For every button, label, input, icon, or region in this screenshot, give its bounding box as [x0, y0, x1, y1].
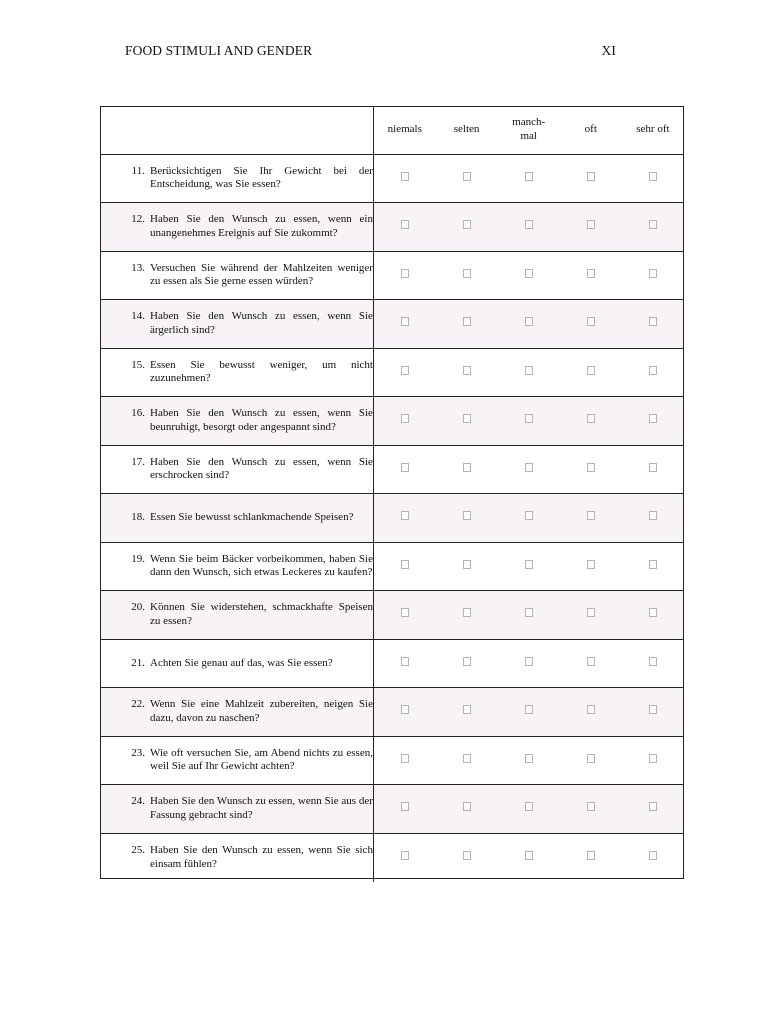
checkbox-sehr-oft[interactable]: [649, 366, 657, 375]
option-cell-selten: [436, 591, 498, 640]
checkbox-manchmal[interactable]: [525, 802, 533, 811]
option-cell-niemals: [373, 494, 435, 543]
table-row: [100, 494, 684, 543]
question-item: [100, 698, 373, 725]
checkbox-niemals[interactable]: [401, 463, 409, 472]
checkbox-oft[interactable]: [587, 754, 595, 763]
question-cell: [100, 445, 373, 494]
option-cell-niemals: [373, 542, 435, 591]
option-cell-niemals: [373, 591, 435, 640]
question-cell: [100, 494, 373, 543]
option-cell-sehr-oft: [622, 445, 684, 494]
option-cell-niemals: [373, 833, 435, 882]
checkbox-sehr-oft[interactable]: [649, 802, 657, 811]
checkbox-selten[interactable]: [463, 802, 471, 811]
option-cell-selten: [436, 445, 498, 494]
question-number: 21.: [131, 656, 145, 669]
checkbox-oft[interactable]: [587, 511, 595, 520]
checkbox-sehr-oft[interactable]: [649, 317, 657, 326]
option-header-selten: selten: [436, 106, 498, 154]
option-cell-oft: [560, 203, 622, 252]
question-item: [100, 310, 373, 337]
question-number: 16.: [131, 407, 145, 420]
checkbox-selten[interactable]: [463, 560, 471, 569]
option-cell-manchmal: [498, 251, 560, 300]
table-row: [100, 300, 684, 349]
checkbox-oft[interactable]: [587, 463, 595, 472]
option-cell-selten: [436, 688, 498, 737]
question-text: Wenn Sie beim Bäcker vorbeikommen, haben Sie dann den Wunsch, sich etwas Leckeres zu kaufen?: [150, 552, 373, 579]
option-cell-niemals: [373, 639, 435, 688]
option-cell-manchmal: [498, 688, 560, 737]
question-item: [100, 747, 373, 774]
checkbox-niemals[interactable]: [401, 560, 409, 569]
table-row: [100, 639, 684, 688]
question-number: 17.: [131, 455, 145, 468]
checkbox-selten[interactable]: [463, 754, 471, 763]
checkbox-selten[interactable]: [463, 511, 471, 520]
question-cell: [100, 251, 373, 300]
option-header-manchmal-label: manch- mal: [512, 116, 546, 142]
option-header-sehr-oft: sehr oft: [622, 106, 684, 154]
question-cell: [100, 639, 373, 688]
checkbox-oft[interactable]: [587, 705, 595, 714]
question-item: [100, 844, 373, 871]
checkbox-oft[interactable]: [587, 366, 595, 375]
question-item: [100, 165, 373, 192]
option-cell-niemals: [373, 397, 435, 446]
question-text: Haben Sie den Wunsch zu essen, wenn Sie aus der Fassung gebracht sind?: [150, 795, 373, 821]
table-header-row: [100, 106, 684, 154]
question-item: [100, 553, 373, 580]
question-cell: [100, 203, 373, 252]
option-cell-niemals: [373, 688, 435, 737]
table-row: [100, 251, 684, 300]
option-cell-selten: [436, 154, 498, 203]
option-cell-manchmal: [498, 348, 560, 397]
checkbox-oft[interactable]: [587, 802, 595, 811]
table-row: [100, 688, 684, 737]
checkbox-oft[interactable]: [587, 317, 595, 326]
option-cell-niemals: [373, 203, 435, 252]
checkbox-sehr-oft[interactable]: [649, 560, 657, 569]
question-text: Achten Sie genau auf das, was Sie essen?: [150, 656, 333, 669]
question-text: Versuchen Sie während der Mahlzeiten weniger zu essen als Sie gerne essen würden?: [150, 261, 373, 288]
option-cell-sehr-oft: [622, 348, 684, 397]
checkbox-manchmal[interactable]: [525, 657, 533, 666]
table-row: [100, 785, 684, 834]
question-item: [100, 795, 373, 822]
question-text: Wenn Sie eine Mahlzeit zubereiten, neigen Sie dazu, davon zu naschen?: [150, 698, 373, 724]
option-cell-oft: [560, 300, 622, 349]
checkbox-selten[interactable]: [463, 414, 471, 423]
option-cell-sehr-oft: [622, 154, 684, 203]
question-text: Essen Sie bewusst schlankmachende Speisen?: [150, 511, 354, 523]
checkbox-niemals[interactable]: [401, 317, 409, 326]
question-text: Haben Sie den Wunsch zu essen, wenn Sie sich einsam fühlen?: [150, 844, 373, 870]
question-cell: [100, 154, 373, 203]
question-text: Können Sie widerstehen, schmackhafte Speisen zu essen?: [150, 601, 373, 627]
option-cell-sehr-oft: [622, 688, 684, 737]
option-cell-oft: [560, 639, 622, 688]
checkbox-oft[interactable]: [587, 657, 595, 666]
option-header-niemals: niemals: [373, 106, 435, 154]
question-text: Haben Sie den Wunsch zu essen, wenn ein unangenehmes Ereignis auf Sie zukommt?: [150, 213, 373, 239]
checkbox-manchmal[interactable]: [525, 560, 533, 569]
checkbox-sehr-oft[interactable]: [649, 463, 657, 472]
checkbox-selten[interactable]: [463, 220, 471, 229]
checkbox-niemals[interactable]: [401, 705, 409, 714]
option-cell-oft: [560, 591, 622, 640]
checkbox-sehr-oft[interactable]: [649, 172, 657, 181]
option-cell-sehr-oft: [622, 785, 684, 834]
question-number: 23.: [131, 746, 145, 759]
option-cell-oft: [560, 251, 622, 300]
question-item: [100, 262, 373, 289]
option-cell-manchmal: [498, 785, 560, 834]
option-cell-selten: [436, 203, 498, 252]
question-cell: [100, 348, 373, 397]
checkbox-niemals[interactable]: [401, 366, 409, 375]
option-cell-selten: [436, 785, 498, 834]
option-cell-manchmal: [498, 203, 560, 252]
checkbox-manchmal[interactable]: [525, 608, 533, 617]
option-cell-oft: [560, 542, 622, 591]
table-row: [100, 203, 684, 252]
checkbox-niemals[interactable]: [401, 754, 409, 763]
question-item: [100, 456, 373, 483]
question-column-header: [100, 106, 373, 154]
checkbox-niemals[interactable]: [401, 172, 409, 181]
checkbox-niemals[interactable]: [401, 851, 409, 860]
question-number: 25.: [131, 844, 145, 856]
question-number: 11.: [131, 164, 145, 177]
option-cell-sehr-oft: [622, 251, 684, 300]
question-item: [100, 213, 373, 240]
checkbox-manchmal[interactable]: [525, 220, 533, 229]
question-number: 24.: [131, 795, 145, 808]
option-cell-manchmal: [498, 154, 560, 203]
option-cell-manchmal: [498, 397, 560, 446]
question-number: 13.: [131, 261, 145, 274]
table-row: [100, 445, 684, 494]
option-cell-oft: [560, 445, 622, 494]
checkbox-selten[interactable]: [463, 366, 471, 375]
checkbox-oft[interactable]: [587, 608, 595, 617]
checkbox-selten[interactable]: [463, 657, 471, 666]
option-cell-selten: [436, 348, 498, 397]
checkbox-niemals[interactable]: [401, 802, 409, 811]
option-cell-niemals: [373, 348, 435, 397]
option-cell-selten: [436, 736, 498, 785]
question-item: [100, 511, 373, 525]
option-cell-oft: [560, 785, 622, 834]
question-cell: [100, 736, 373, 785]
checkbox-sehr-oft[interactable]: [649, 608, 657, 617]
checkbox-manchmal[interactable]: [525, 851, 533, 860]
checkbox-sehr-oft[interactable]: [649, 220, 657, 229]
checkbox-manchmal[interactable]: [525, 705, 533, 714]
table-row: [100, 397, 684, 446]
option-cell-oft: [560, 833, 622, 882]
question-number: 18.: [131, 511, 145, 523]
table-row: [100, 591, 684, 640]
checkbox-oft[interactable]: [587, 269, 595, 278]
question-item: [100, 407, 373, 434]
checkbox-oft[interactable]: [587, 414, 595, 423]
question-cell: [100, 688, 373, 737]
running-head: [125, 43, 616, 61]
table-row: [100, 348, 684, 397]
page-number: XI: [601, 43, 616, 58]
option-cell-manchmal: [498, 445, 560, 494]
option-header-manchmal: [498, 106, 560, 154]
checkbox-sehr-oft[interactable]: [649, 269, 657, 278]
checkbox-selten[interactable]: [463, 172, 471, 181]
checkbox-selten[interactable]: [463, 608, 471, 617]
option-cell-selten: [436, 300, 498, 349]
question-item: [100, 601, 373, 628]
question-cell: [100, 542, 373, 591]
option-cell-manchmal: [498, 639, 560, 688]
question-cell: [100, 397, 373, 446]
table-row: [100, 833, 684, 882]
checkbox-sehr-oft[interactable]: [649, 754, 657, 763]
question-cell: [100, 591, 373, 640]
option-cell-niemals: [373, 251, 435, 300]
checkbox-selten[interactable]: [463, 851, 471, 860]
question-number: 14.: [131, 310, 145, 323]
option-cell-oft: [560, 688, 622, 737]
option-cell-manchmal: [498, 542, 560, 591]
checkbox-selten[interactable]: [463, 463, 471, 472]
checkbox-sehr-oft[interactable]: [649, 851, 657, 860]
checkbox-niemals[interactable]: [401, 220, 409, 229]
option-cell-selten: [436, 639, 498, 688]
option-cell-sehr-oft: [622, 397, 684, 446]
option-cell-niemals: [373, 785, 435, 834]
page-header-title: FOOD STIMULI AND GENDER: [125, 43, 313, 58]
question-text: Essen Sie bewusst weniger, um nicht zuzunehmen?: [150, 358, 373, 385]
option-cell-selten: [436, 542, 498, 591]
table-row: [100, 736, 684, 785]
option-cell-sehr-oft: [622, 591, 684, 640]
checkbox-sehr-oft[interactable]: [649, 414, 657, 423]
option-cell-niemals: [373, 445, 435, 494]
checkbox-niemals[interactable]: [401, 269, 409, 278]
option-cell-manchmal: [498, 833, 560, 882]
option-cell-oft: [560, 348, 622, 397]
checkbox-manchmal[interactable]: [525, 463, 533, 472]
checkbox-niemals[interactable]: [401, 608, 409, 617]
checkbox-manchmal[interactable]: [525, 511, 533, 520]
question-text: Berücksichtigen Sie Ihr Gewicht bei der Entscheidung, was Sie essen?: [150, 164, 373, 191]
option-cell-sehr-oft: [622, 639, 684, 688]
question-item: [100, 657, 373, 671]
checkbox-manchmal[interactable]: [525, 269, 533, 278]
table-row: [100, 154, 684, 203]
checkbox-manchmal[interactable]: [525, 172, 533, 181]
checkbox-manchmal[interactable]: [525, 414, 533, 423]
option-cell-niemals: [373, 736, 435, 785]
question-text: Haben Sie den Wunsch zu essen, wenn Sie beunruhigt, besorgt oder angespannt sind?: [150, 407, 373, 433]
checkbox-manchmal[interactable]: [525, 754, 533, 763]
question-cell: [100, 300, 373, 349]
checkbox-niemals[interactable]: [401, 657, 409, 666]
table-row: [100, 542, 684, 591]
option-cell-sehr-oft: [622, 494, 684, 543]
checkbox-oft[interactable]: [587, 172, 595, 181]
question-text: Haben Sie den Wunsch zu essen, wenn Sie ärgerlich sind?: [150, 310, 373, 336]
question-item: [100, 359, 373, 386]
question-number: 20.: [131, 601, 145, 614]
checkbox-oft[interactable]: [587, 220, 595, 229]
option-cell-oft: [560, 154, 622, 203]
option-cell-selten: [436, 397, 498, 446]
checkbox-sehr-oft[interactable]: [649, 657, 657, 666]
question-list: [100, 154, 684, 882]
question-number: 15.: [131, 358, 145, 371]
questionnaire-table: [100, 106, 684, 882]
checkbox-oft[interactable]: [587, 851, 595, 860]
checkbox-selten[interactable]: [463, 269, 471, 278]
question-number: 19.: [131, 552, 145, 565]
checkbox-manchmal[interactable]: [525, 317, 533, 326]
option-cell-oft: [560, 397, 622, 446]
checkbox-niemals[interactable]: [401, 511, 409, 520]
option-cell-manchmal: [498, 591, 560, 640]
checkbox-oft[interactable]: [587, 560, 595, 569]
option-cell-sehr-oft: [622, 542, 684, 591]
question-number: 22.: [131, 698, 145, 711]
option-cell-manchmal: [498, 736, 560, 785]
option-cell-selten: [436, 494, 498, 543]
question-text: Haben Sie den Wunsch zu essen, wenn Sie erschrocken sind?: [150, 455, 373, 482]
checkbox-niemals[interactable]: [401, 414, 409, 423]
option-cell-niemals: [373, 154, 435, 203]
option-cell-selten: [436, 833, 498, 882]
question-cell: [100, 785, 373, 834]
question-cell: [100, 833, 373, 882]
option-cell-selten: [436, 251, 498, 300]
option-cell-sehr-oft: [622, 300, 684, 349]
checkbox-manchmal[interactable]: [525, 366, 533, 375]
checkbox-selten[interactable]: [463, 317, 471, 326]
checkbox-sehr-oft[interactable]: [649, 705, 657, 714]
option-cell-sehr-oft: [622, 833, 684, 882]
option-cell-manchmal: [498, 494, 560, 543]
option-cell-oft: [560, 736, 622, 785]
checkbox-sehr-oft[interactable]: [649, 511, 657, 520]
question-number: 12.: [131, 213, 145, 226]
option-header-oft: oft: [560, 106, 622, 154]
question-text: Wie oft versuchen Sie, am Abend nichts zu essen, weil Sie auf Ihr Gewicht achten?: [150, 746, 373, 773]
option-cell-sehr-oft: [622, 203, 684, 252]
option-cell-niemals: [373, 300, 435, 349]
option-cell-oft: [560, 494, 622, 543]
option-cell-manchmal: [498, 300, 560, 349]
option-cell-sehr-oft: [622, 736, 684, 785]
checkbox-selten[interactable]: [463, 705, 471, 714]
